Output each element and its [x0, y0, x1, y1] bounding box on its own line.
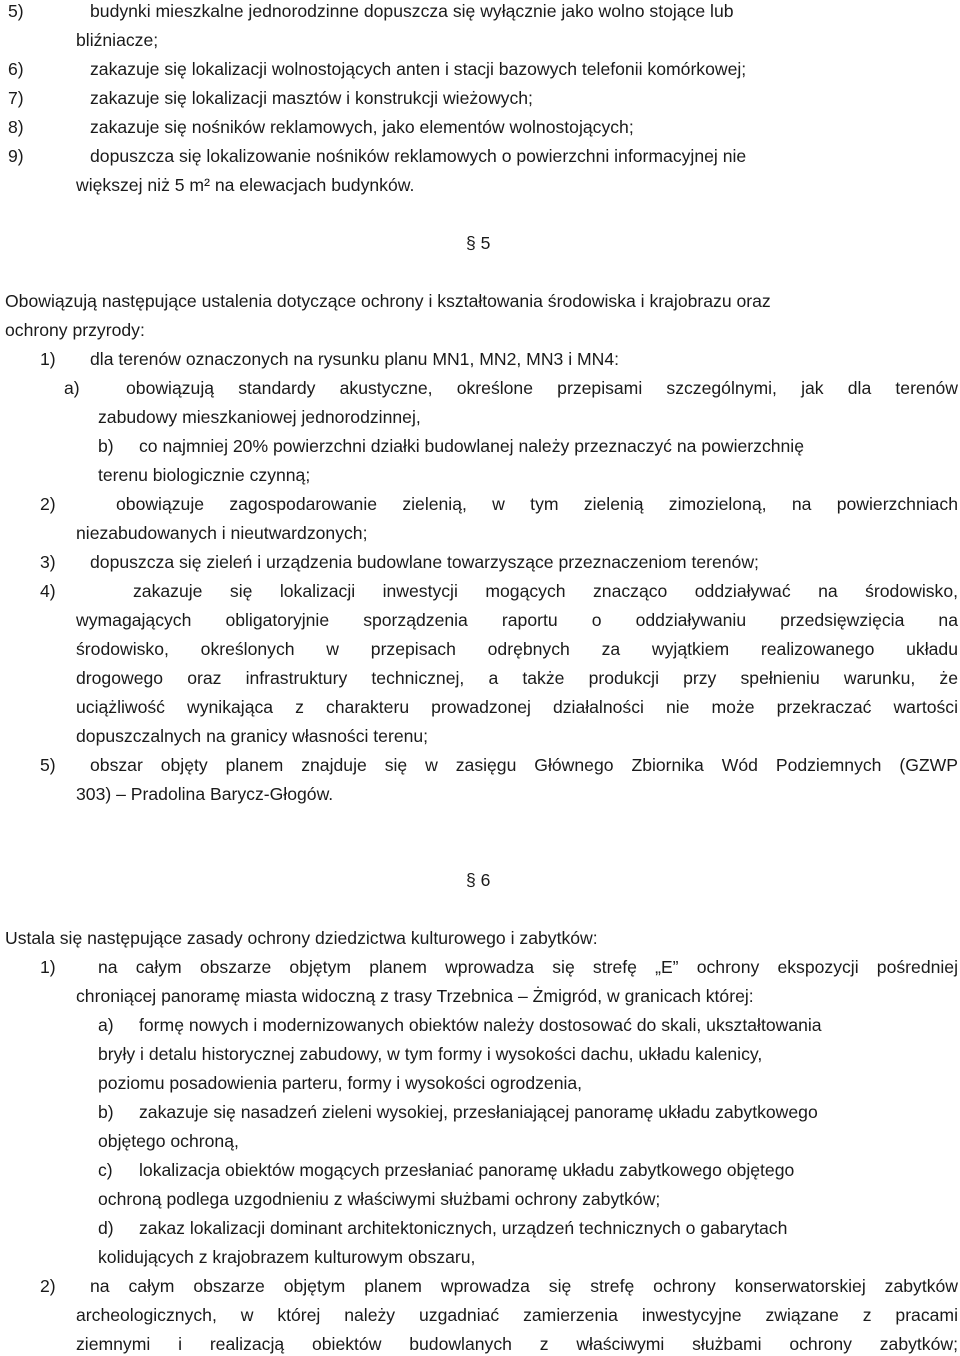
list-item-text: dla terenów oznaczonych na rysunku planu MN1, MN2, MN3 i MN4: [90, 349, 620, 369]
list-item-continuation: wymagających obligatoryjnie sporządzenia raportu o oddziaływaniu przedsięwzięcia na [76, 610, 958, 630]
list-number: 7) [8, 88, 24, 108]
list-number: 2) [40, 494, 56, 514]
list-item-continuation: dopuszczalnych na granicy własności terenu; [76, 726, 429, 746]
list-number: 5) [40, 755, 56, 775]
list-item-text: zakazuje się lokalizacji wolnostojących anten i stacji bazowych telefonii komórkowej; [90, 59, 747, 79]
list-item-text: na całym obszarze objętym planem wprowadza się strefę „E” ochrony ekspozycji pośredniej [98, 957, 958, 977]
list-item-text: zakazuje się lokalizacji masztów i konstrukcji wieżowych; [90, 88, 533, 108]
list-item-text: budynki mieszkalne jednorodzinne dopuszcza się wyłącznie jako wolno stojące lub [90, 1, 734, 21]
sublist-item-continuation: kolidujących z krajobrazem kulturowym obszaru, [98, 1247, 476, 1267]
sublist-item-text: co najmniej 20% powierzchni działki budowlanej należy przeznaczyć na powierzchnię [139, 436, 805, 456]
sublist-item-text: formę nowych i modernizowanych obiektów należy dostosować do skali, ukształtowania [139, 1015, 822, 1035]
list-item-continuation: większej niż 5 m² na elewacjach budynków. [76, 175, 415, 195]
list-number: 9) [8, 146, 24, 166]
list-number: 5) [8, 1, 24, 21]
list-item-continuation: drogowego oraz infrastruktury technicznej, a także produkcji przy spełnieniu warunku, że [76, 668, 958, 688]
section-heading: § 6 [466, 870, 491, 890]
list-item-continuation: 303) – Pradolina Barycz-Głogów. [76, 784, 334, 804]
sublist-item-text: obowiązują standardy akustyczne, określone przepisami szczególnymi, jak dla terenów [126, 378, 958, 398]
list-item-continuation: bliźniacze; [76, 30, 159, 50]
list-item-text: zakazuje się nośników reklamowych, jako elementów wolnostojących; [90, 117, 634, 137]
list-item-text: dopuszcza się lokalizowanie nośników reklamowych o powierzchni informacyjnej nie [90, 146, 747, 166]
sublist-item-text: zakazuje się nasadzeń zieleni wysokiej, przesłaniającej panoramę układu zabytkowego [139, 1102, 818, 1122]
section-intro: Ustala się następujące zasady ochrony dziedzictwa kulturowego i zabytków: [5, 928, 598, 948]
list-number: 1) [40, 957, 56, 977]
sublist-item-text: lokalizacja obiektów mogących przesłaniać panoramę układu zabytkowego objętego [139, 1160, 795, 1180]
list-number: 1) [40, 349, 56, 369]
sublist-item-continuation: poziomu posadowienia parteru, formy i wysokości ogrodzenia, [98, 1073, 583, 1093]
list-number: 6) [8, 59, 24, 79]
sublist-item-continuation: bryły i detalu historycznej zabudowy, w tym formy i wysokości dachu, układu kalenicy, [98, 1044, 763, 1064]
list-item-text: na całym obszarze objętym planem wprowadza się strefę ochrony konserwatorskiej zabytków [90, 1276, 958, 1296]
list-number: 2) [40, 1276, 56, 1296]
sublist-item-continuation: terenu biologicznie czynną; [98, 465, 311, 485]
sublist-item-text: zakaz lokalizacji dominant architektonicznych, urządzeń technicznych o gabarytach [139, 1218, 788, 1238]
sublist-letter: c) [98, 1160, 113, 1180]
sublist-item-continuation: objętego ochroną, [98, 1131, 239, 1151]
sublist-letter: d) [98, 1218, 114, 1238]
list-item-text: zakazuje się lokalizacji inwestycji mogących znacząco oddziaływać na środowisko, [133, 581, 958, 601]
list-item-continuation: archeologicznych, w której należy uzgadniać zamierzenia inwestycyjne związane z pracami [76, 1305, 958, 1325]
list-item-continuation: środowisko, określonych w przepisach odrębnych za wyjątkiem realizowanego układu [76, 639, 958, 659]
sublist-letter: a) [64, 378, 80, 398]
list-item-continuation: chroniącej panoramę miasta widoczną z trasy Trzebnica – Żmigród, w granicach której: [76, 986, 754, 1006]
list-item-text: obowiązuje zagospodarowanie zielenią, w tym zielenią zimozieloną, na powierzchniach [116, 494, 958, 514]
list-number: 4) [40, 581, 56, 601]
list-number: 3) [40, 552, 56, 572]
list-item-continuation: uciążliwość wynikająca z charakteru prowadzonej działalności nie może przekraczać wartości [76, 697, 958, 717]
list-number: 8) [8, 117, 24, 137]
section-intro: ochrony przyrody: [5, 320, 145, 340]
section-heading: § 5 [466, 233, 491, 253]
sublist-item-continuation: ochroną podlega uzgodnieniu z właściwymi służbami ochrony zabytków; [98, 1189, 661, 1209]
sublist-letter: b) [98, 1102, 114, 1122]
list-item-text: obszar objęty planem znajduje się w zasięgu Głównego Zbiornika Wód Podziemnych (GZWP [90, 755, 958, 775]
sublist-letter: a) [98, 1015, 114, 1035]
list-item-continuation: niezabudowanych i nieutwardzonych; [76, 523, 368, 543]
list-item-continuation: ziemnymi i realizacją obiektów budowlanych z właściwymi służbami ochrony zabytków; [76, 1334, 958, 1354]
list-item-text: dopuszcza się zieleń i urządzenia budowlane towarzyszące przeznaczeniom terenów; [90, 552, 759, 572]
sublist-letter: b) [98, 436, 114, 456]
section-intro: Obowiązują następujące ustalenia dotyczące ochrony i kształtowania środowiska i krajobrazu oraz [5, 291, 771, 311]
sublist-item-continuation: zabudowy mieszkaniowej jednorodzinnej, [98, 407, 421, 427]
